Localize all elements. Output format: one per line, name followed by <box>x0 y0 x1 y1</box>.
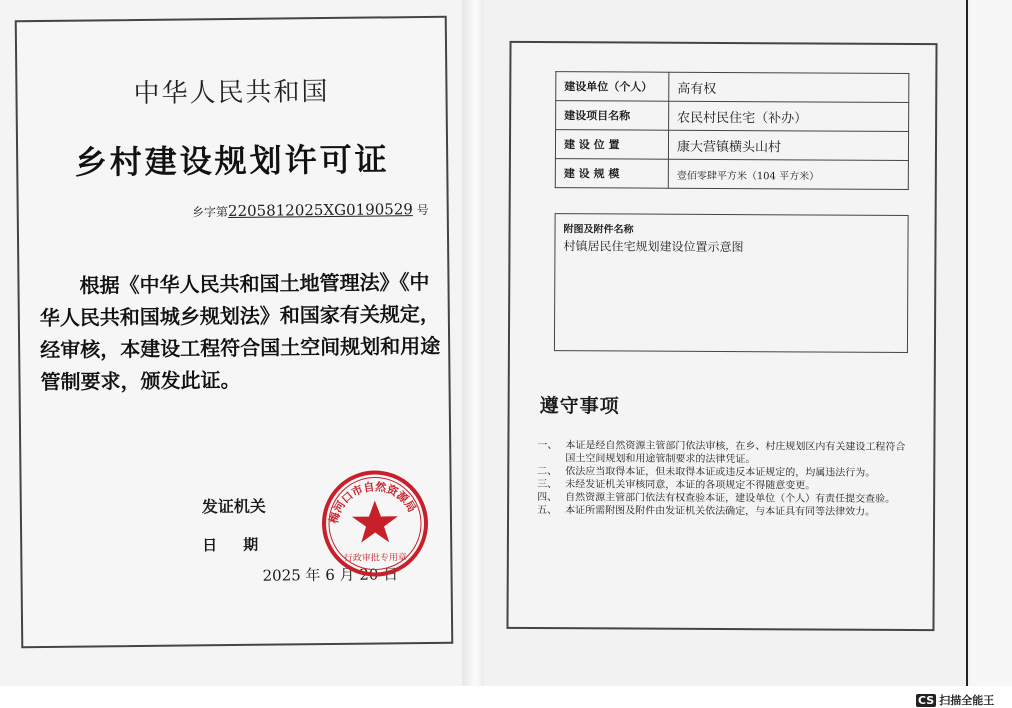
row-label: 建设项目名称 <box>556 101 669 131</box>
row-label: 建 设 位 置 <box>555 130 668 160</box>
bottom-strip <box>0 686 1012 704</box>
list-item <box>537 439 909 467</box>
official-seal <box>319 468 430 579</box>
row-value: 壹佰零肆平方米（104 平方米） <box>668 159 908 189</box>
attachments-label: 附图及附件名称 <box>563 224 634 236</box>
attachments-box <box>554 213 909 353</box>
rules-title: 遵守事项 <box>539 395 620 418</box>
certificate-title: 乡村建设规划许可证 <box>74 140 390 182</box>
seal-star-icon <box>352 500 398 542</box>
number-suffix: 号 <box>416 202 429 218</box>
certificate-body: 根据《中华人民共和国土地管理法》《中华人民共和国城乡规划法》和国家有关规定，经审核，本建设工程符合国土空间规划和用途管制要求，颁发此证。 <box>39 269 441 395</box>
page-edge <box>966 0 968 686</box>
number-value: 2205812025XG0190529 <box>227 200 413 221</box>
row-value: 农民村民住宅（补办） <box>669 101 909 131</box>
row-label: 建设单位（个人） <box>556 72 669 102</box>
issue-date: 2025 年 6 月 20 日 <box>262 565 399 585</box>
rule-text: 本证是经自然资源主管部门依法审核，在乡、村庄规划区内有关建设工程符合国土空间规划和用途管制要求的法律凭证。 <box>565 440 906 466</box>
rule-number: 五、 <box>537 505 558 517</box>
table-row <box>555 159 908 190</box>
table-row <box>556 72 909 103</box>
rule-text: 未经发证机关审核同意，本证的各项规定不得随意变更。 <box>565 479 816 492</box>
scanner-logo-icon: CS <box>918 694 935 707</box>
seal-subtext: 行政审批专用章 <box>343 553 407 564</box>
certificate-number <box>192 200 429 220</box>
info-table <box>555 71 910 190</box>
table-row <box>555 130 908 161</box>
number-prefix: 乡字第 <box>191 205 229 220</box>
rule-number: 四、 <box>537 492 558 504</box>
country-title: 中华人民共和国 <box>133 76 330 110</box>
page-gutter <box>462 0 484 686</box>
issuer-label: 发证机关 <box>201 496 266 517</box>
row-value: 康大营镇横头山村 <box>668 130 908 160</box>
date-label: 日期 <box>202 535 285 555</box>
row-value: 高有权 <box>669 72 909 102</box>
rules-list <box>537 439 909 519</box>
certificate-back <box>506 41 937 631</box>
rule-number: 三、 <box>537 479 558 491</box>
rule-text: 依法应当取得本证，但未取得本证或违反本证规定的，均属违法行为。 <box>565 466 876 479</box>
row-label: 建 设 规 模 <box>555 159 668 189</box>
rule-number: 二、 <box>537 466 558 478</box>
table-row <box>556 101 909 132</box>
certificate-front <box>15 16 454 648</box>
rule-text: 自然资源主管部门依法有权查验本证，建设单位（个人）有责任提交查验。 <box>565 492 896 505</box>
scanner-watermark <box>916 692 994 708</box>
scanner-watermark-text: 扫描全能王 <box>939 694 995 707</box>
list-item <box>537 504 909 519</box>
rule-number: 一、 <box>537 440 558 452</box>
seal-arc-text: 梅河口市自然资源局 <box>327 480 419 525</box>
rule-text: 本证所需附图及附件由发证机关依法确定，与本证具有同等法律效力。 <box>565 505 876 518</box>
attachments-value: 村镇居民住宅规划建设位置示意图 <box>563 239 744 255</box>
